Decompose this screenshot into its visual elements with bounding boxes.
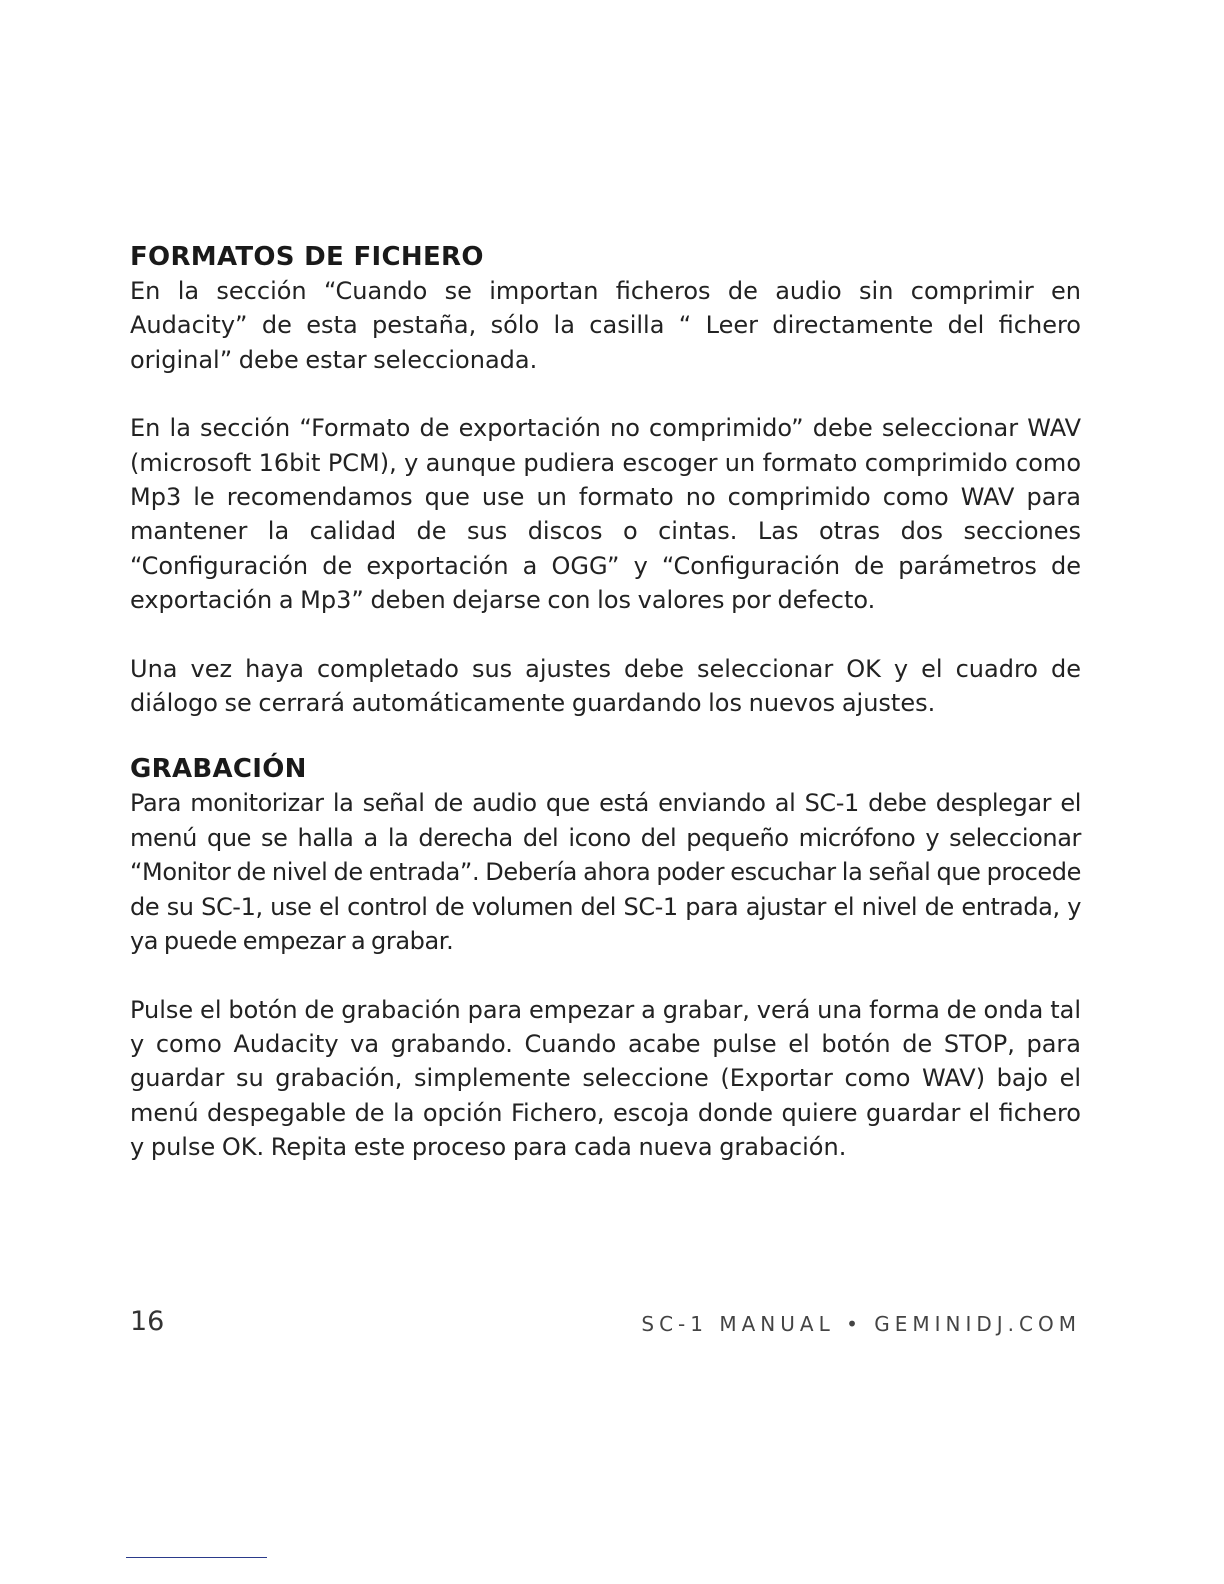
paragraph-grabacion-2: Pulse el botón de grabación para empezar a grabar, verá una forma de onda tal y como Audacity va grabando. Cuando acabe pulse el botón de STOP, para guardar su grabación, simplemente seleccione (Exportar como WAV) bajo el menú despegable de la opción Fichero, escoja donde quiere guardar el fichero y pulse OK. Repita este proceso para cada nueva grabación. (130, 995, 1081, 1162)
paragraph-gap (130, 377, 1081, 411)
page-content (130, 240, 1081, 1165)
bottom-divider-line (126, 1557, 267, 1558)
paragraph-formatos-1: En la sección “Cuando se importan ficheros de audio sin comprimir en Audacity” de esta pestaña, sólo la casilla “ Leer directamente del fichero original” debe estar seleccionada. (130, 277, 1081, 374)
section-heading-grabacion: GRABACIÓN (130, 754, 307, 785)
paragraph-gap (130, 618, 1081, 652)
paragraph-formatos-2: En la sección “Formato de exportación no comprimido” debe seleccionar WAV (microsoft 16bit PCM), y aunque pudiera escoger un formato comprimido como Mp3 le recomendamos que use un formato no comprimido como WAV para mantener la calidad de sus discos o cintas. Las otras dos secciones “Configuración de exportación a OGG” y “Configuración de parámetros de exportación a Mp3” deben dejarse con los valores por defecto. (130, 414, 1081, 615)
page-number: 16 (130, 1306, 165, 1337)
page-footer (130, 1306, 1081, 1346)
paragraph-grabacion-1: Para monitorizar la señal de audio que está enviando al SC-1 debe desplegar el menú que se halla a la derecha del icono del pequeño micrófono y seleccionar “Monitor de nivel de entrada”. Debería ahora poder escuchar la señal que procede de su SC-1, use el control de volumen del SC-1 para ajustar el nivel de entrada, y ya puede empezar a grabar. (130, 789, 1081, 956)
section-gap (130, 720, 1081, 752)
paragraph-formatos-3: Una vez haya completado sus ajustes debe seleccionar OK y el cuadro de diálogo se cerrará automáticamente guardando los nuevos ajustes. (130, 654, 1081, 718)
section-heading-formatos: FORMATOS DE FICHERO (130, 242, 484, 272)
paragraph-gap (130, 959, 1081, 993)
footer-manual-url: SC-1 MANUAL • GEMINIDJ.COM (641, 1312, 1081, 1336)
